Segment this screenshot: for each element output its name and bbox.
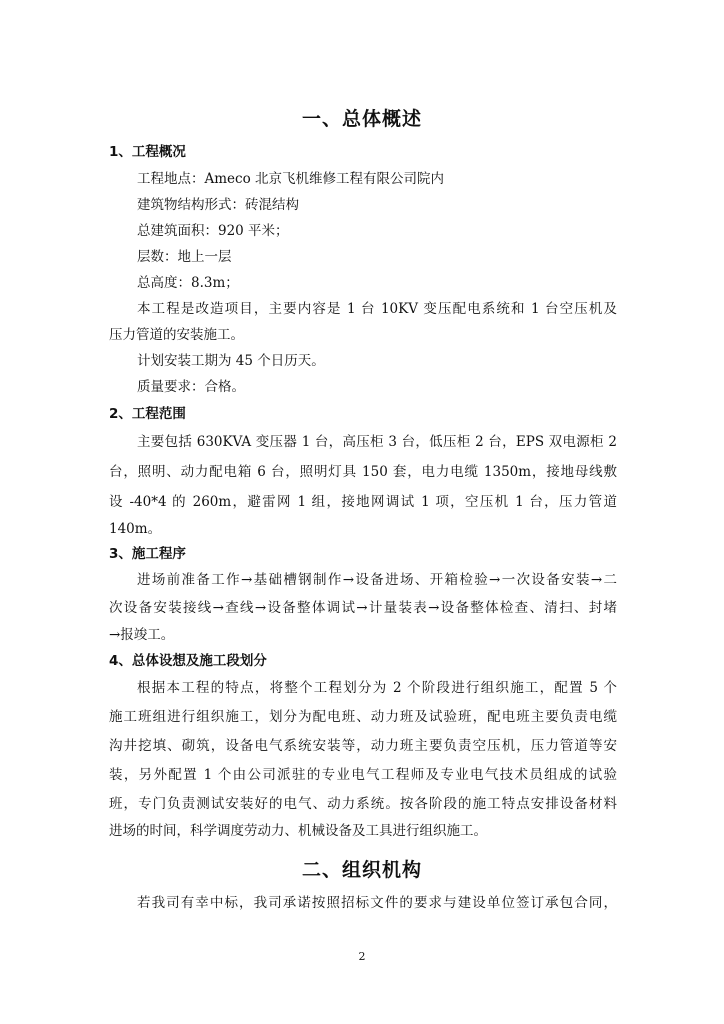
- heading-project-scope: 2、工程范围: [109, 406, 186, 422]
- text-procedure-line1: 进场前准备工作→基础槽钢制作→设备进场、开箱检验→一次设备安装→二: [137, 572, 617, 588]
- text-scope-line2: 台，照明、动力配电箱 6 台，照明灯具 150 套，电力电缆 1350m，接地母线敷: [109, 464, 617, 480]
- text-plan-line3: 沟井挖填、砌筑，设备电气系统安装等，动力班主要负责空压机，压力管道等安: [109, 738, 617, 754]
- text-floors: 层数：地上一层: [137, 249, 232, 265]
- text-plan-line2: 施工班组进行组织施工，划分为配电班、动力班及试验班，配电班主要负责电缆: [109, 709, 617, 725]
- text-height: 总高度：8.3m；: [137, 275, 239, 291]
- page-number: 2: [358, 950, 366, 963]
- text-plan-line1: 根据本工程的特点，将整个工程划分为 2 个阶段进行组织施工，配置 5 个: [137, 680, 617, 696]
- text-plan-line5: 班，专门负责测试安装好的电气、动力系统。按各阶段的施工特点安排设备材料: [109, 796, 617, 812]
- text-scope-line3: 设 -40*4 的 260m，避雷网 1 组，接地网调试 1 项，空压机 1 台，压力管道: [109, 494, 617, 510]
- heading-project-overview: 1、工程概况: [109, 144, 186, 160]
- text-org-line1: 若我司有幸中标，我司承诺按照招标文件的要求与建设单位签订承包合同，: [137, 895, 617, 911]
- section-title-overview: 一、总体概述: [301, 108, 422, 130]
- section-title-organization: 二、组织机构: [301, 859, 422, 881]
- text-desc-line2: 压力管道的安装施工。: [109, 327, 244, 343]
- text-scope-line1: 主要包括 630KVA 变压器 1 台，高压柜 3 台，低压柜 2 台，EPS 双电源柜 2: [137, 434, 617, 450]
- text-quality: 质量要求：合格。: [137, 379, 245, 395]
- heading-overall-plan: 4、总体设想及施工段划分: [109, 653, 267, 669]
- text-site: 工程地点：Ameco 北京飞机维修工程有限公司院内: [137, 171, 445, 187]
- text-scope-line4: 140m。: [109, 521, 162, 537]
- text-procedure-line3: →报竣工。: [109, 627, 175, 643]
- text-procedure-line2: 次设备安装接线→查线→设备整体调试→计量装表→设备整体检查、清扫、封堵: [109, 600, 617, 616]
- heading-construction-procedure: 3、施工程序: [109, 546, 186, 562]
- text-area: 总建筑面积：920 平米；: [137, 223, 289, 239]
- text-desc-line1: 本工程是改造项目，主要内容是 1 台 10KV 变压配电系统和 1 台空压机及: [137, 301, 617, 317]
- text-plan-line4: 装，另外配置 1 个由公司派驻的专业电气工程师及专业电气技术员组成的试验: [109, 767, 617, 783]
- text-period: 计划安装工期为 45 个日历天。: [137, 353, 325, 369]
- text-plan-line6: 进场的时间，科学调度劳动力、机械设备及工具进行组织施工。: [109, 823, 487, 839]
- text-structure: 建筑物结构形式：砖混结构: [137, 197, 299, 213]
